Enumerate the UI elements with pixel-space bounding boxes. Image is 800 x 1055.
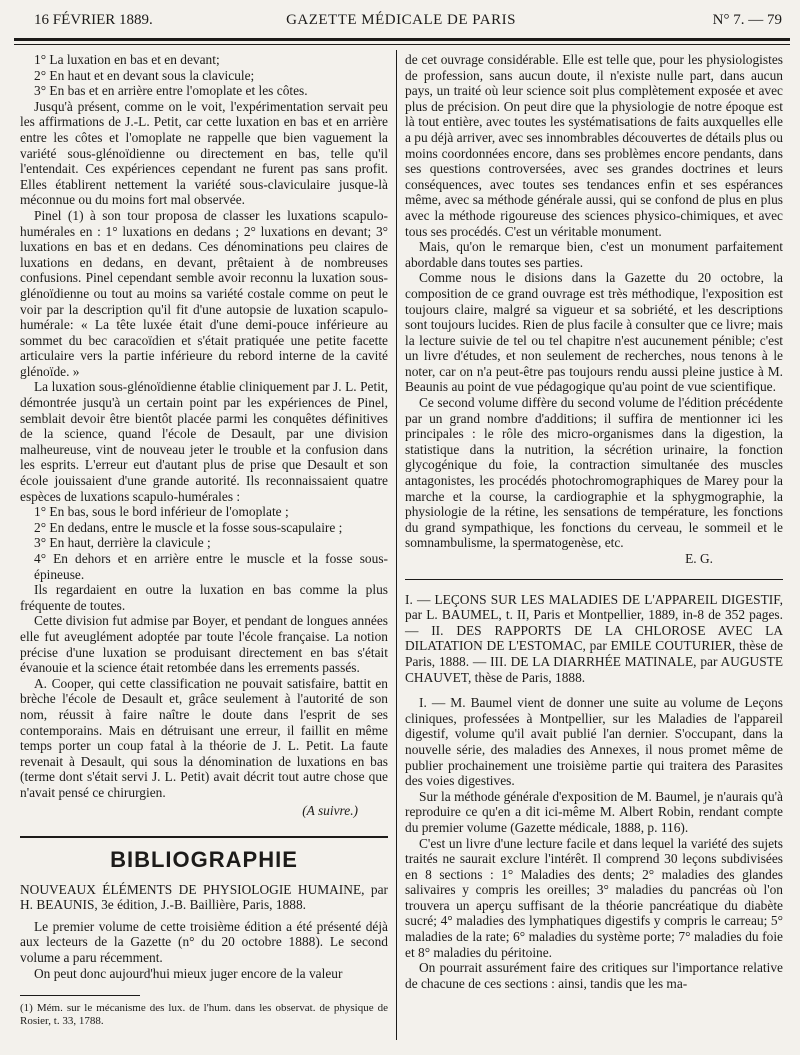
- paragraph: Sur la méthode générale d'exposition de M. Baumel, je n'aurais qu'à reproduire ce qu'en a dit ici-même M. Albert Robin, rendant compte du premier volume (Gazette médicale, 1888, p. 116).: [405, 788, 783, 835]
- list-item: 3° En haut, derrière la clavicule ;: [34, 535, 211, 551]
- column-divider: [396, 50, 397, 1040]
- paragraph: Ce second volume diffère du second volume de l'édition précédente par un grand nombre d'additions; il suffira de mentionner ici les principales : le rôle des micro-organismes dans la digestion, la statistique dans la nutrition, la sécrétion urinaire, la fonction glycogénique du foie, la contraction simultanée des muscles antagonistes, les procédés photochromographiques de Marey pour la marche et la course, la cardiographie et la sphygmographie, la physiologie de la rétine, les sensations de température, les fonctions du grand sympathique, les fonctions du cerveau, le sommeil et le somnambulisme, la spermatogenèse, etc.: [405, 395, 783, 551]
- issue-page-number: N° 7. — 79: [712, 12, 782, 28]
- bibliography-entry: I. — LEÇONS SUR LES MALADIES DE L'APPAREIL DIGESTIF, par L. BAUMEL, t. II, Paris et Montpellier, 1889, in-8 de 352 pages. — II. DES RAPPORTS DE LA CHLOROSE AVEC LA DILATATION DE L'ESTOMAC, par EMILE COUTURIER, thèse de Paris, 1888. — III. DE LA DIARRHÉE MATINALE, par AUGUSTE CHAUVET, thèse de Paris, 1888.: [405, 591, 783, 685]
- paragraph: Le premier volume de cette troisième édition a été présenté déjà aux lecteurs de la Gazette (n° du 20 octobre 1888). Le second volume a paru récemment.: [20, 918, 388, 966]
- paragraph: Jusqu'à présent, comme on le voit, l'expérimentation servait peu les affirmations de J.-L. Petit, car cette luxation en bas et en arrière entre les côtes et l'omoplate ne rappelle que bien vaguement la variété sous-glénoïdienne ou directement en bas, telle qu'il l'entendait. Ces expériences cependant ne furent pas sans profit. Elles établirent nettement la variété sous-claviculaire jusque-là méconnue ou du moins fort mal observée.: [20, 98, 388, 208]
- section-title: BIBLIOGRAPHIE: [110, 847, 298, 873]
- paragraph: On pourrait assurément faire des critiques sur l'importance relative de chacune de ces sections : ainsi, tandis que les ma-: [405, 960, 783, 991]
- paragraph: On peut donc aujourd'hui mieux juger encore de la valeur: [34, 965, 343, 981]
- right-column: [405, 52, 783, 991]
- paragraph: Mais, qu'on le remarque bien, c'est un monument parfaitement abordable dans toutes ses parties.: [405, 239, 783, 270]
- signature: E. G.: [685, 551, 713, 566]
- list-item: 3° En bas et en arrière entre l'omoplate et les côtes.: [34, 83, 308, 99]
- list-item: 1° La luxation en bas et en devant;: [34, 52, 220, 67]
- list-item: 2° En dedans, entre le muscle et la fosse sous-scapulaire ;: [34, 519, 343, 535]
- bibliography-entry: NOUVEAUX ÉLÉMENTS DE PHYSIOLOGIE HUMAINE, par H. BEAUNIS, 3e édition, J.-B. Baillière, Paris, 1888.: [20, 881, 388, 913]
- header-rule: [14, 38, 790, 45]
- paragraph: Comme nous le disions dans la Gazette du 20 octobre, la composition de ce grand ouvrage est très méthodique, l'exposition est toujours claire, malgré sa vigueur et sa sobriété, et les descriptions sont toujours lucides. Rien de plus facile à consulter que ce livre; mais la lecture suivie de tel ou tel chapitre n'est aucunement pénible; c'est un livre d'études, et non seulement de recherches, nous tenons à le noter, car on n'a peut-être pas toujours rendu aussi pleine justice à M. Beaunis au point de vue pédagogique qu'au point de vue scientifique.: [405, 270, 783, 395]
- paragraph: C'est un livre d'une lecture facile et dans lequel la variété des sujets traités ne saurait exclure l'intérêt. Il comprend 30 leçons subdivisées en 8 sections : 1° Maladies des dents; 2° maladies des glandes salivaires y compris les oreilles; 3° maladies du pancréas où l'on trouvera un aperçu suffisant de la théorie pancréatique du diabète sucré; 4° maladies des lymphatiques digestifs y compris le carreau; 5° maladies de la rate; 6° maladies du système porte; 7° maladies du foie et 8° maladies du péritoine.: [405, 835, 783, 960]
- continued-note: (A suivre.): [302, 802, 358, 818]
- paragraph: de cet ouvrage considérable. Elle est telle que, pour les physiologistes de profession, sans aucun doute, il n'existe nulle part, dans aucun pays, un traité où leur science soit plus complètement exposée et avec plus de précision. On peut dire que la physiologie de notre époque est là tout entière, avec toutes les systématisations de faits auxquelles elle a pu déjà arriver, avec ses innombrables découvertes de détails plus ou moins coordonnées encore, dans ses problèmes encore pendants, dans ses questions controversées, avec ses grandes doctrines et leurs conséquences, avec toutes ses tendances enfin et ses espérances même, avec sa méthode générale aussi, qui se confond de plus en plus avec la méthode rigoureuse des sciences physico-chimiques, et avec tous ses procédés. C'est un véritable monument.: [405, 52, 783, 239]
- header-date: 16 FÉVRIER 1889.: [34, 12, 153, 28]
- section-rule: [20, 836, 388, 838]
- paragraph: Ils regardaient en outre la luxation en bas comme la plus fréquente de toutes.: [20, 582, 388, 613]
- paragraph: La luxation sous-glénoïdienne établie cliniquement par J. L. Petit, démontrée jusqu'à un certain point par les expériences de Pinel, semblait devoir être bientôt placée parmi les conquêtes définitives de la science, quand l'école de Desault, par une division malheureuse, vint de nouveau jeter le trouble et la confusion dans les esprits. L'erreur eut d'autant plus de prise que Desault et son école jouissaient d'une grande autorité. Ils reconnaissaient quatre espèces de luxations scapulo-humérales :: [20, 379, 388, 504]
- footnote: (1) Mém. sur le mécanisme des lux. de l'hum. dans les observat. de physique de Rosier, t. 33, 1788.: [20, 1002, 388, 1028]
- list-item: 4° En dehors et en arrière entre le muscle et la fosse sous-épineuse.: [34, 551, 388, 582]
- list-item: 2° En haut et en devant sous la clavicule;: [34, 67, 255, 83]
- list-item: 1° En bas, sous le bord inférieur de l'omoplate ;: [34, 504, 289, 520]
- paragraph: Cette division fut admise par Boyer, et pendant de longues années elle fut aveuglément adoptée par toute l'école française. La notion précise d'une luxation se produisant directement en bas s'était évanouie et la science était retombée dans les errements passés.: [20, 613, 388, 676]
- page-header: [16, 8, 786, 36]
- paragraph: A. Cooper, qui cette classification ne pouvait satisfaire, battit en brèche l'école de Desault et, grâce seulement à l'autorité de son nom, réussit à faire naître le doute dans l'esprit de ses contemporains. Mais en détruisant une erreur, il faillit en même temps porter un coup fatal à la théorie de J. L. Petit. La faute revenait à Desault, qui sous la dénomination de luxations en bas (terme dont s'était servi J. L. Petit) avait décrit tout autre chose que n'avait pensé ce chirurgien.: [20, 675, 388, 800]
- separator-rule: [405, 579, 783, 580]
- left-column: [20, 52, 388, 1028]
- paragraph: I. — M. Baumel vient de donner une suite au volume de Leçons cliniques, professées à Montpellier, sur les Maladies de l'appareil digestif, volume qu'il avait publié l'an dernier. S'occupant, dans la nouvelle série, des maladies des Annexes, il nous promet même de publier prochainement une troisième partie qui traitera des Parasites des voies digestives.: [405, 695, 783, 789]
- footnote-rule: [20, 995, 140, 996]
- journal-title: GAZETTE MÉDICALE DE PARIS: [286, 12, 516, 28]
- paragraph: Pinel (1) à son tour proposa de classer les luxations scapulo-humérales en : 1° luxations en dedans ; 2° luxations en devant; 3° luxations en bas et en dedans. Ces dénominations peu claires de luxations en dedans, en devant, prêtaient à de nombreuses confusions. Pinel cependant semble avoir reconnu la luxation sous-glénoïdienne ou tout au moins sa variété costale comme on peut le voir par la description qu'il fit d'une autopsie de luxation scapulo-humérale: « La tête luxée était d'une demi-pouce inférieure au sommet du bec caracoïdien et s'était pratiquée une petite facette articulaire vers la partie inférieure du rebord interne de la cavité glénoïde. »: [20, 207, 388, 379]
